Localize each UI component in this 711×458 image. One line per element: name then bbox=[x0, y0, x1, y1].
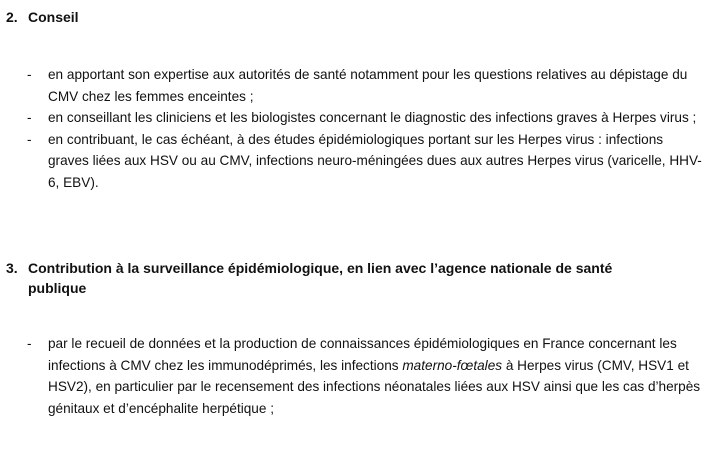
list-item-text: en contribuant, le cas échéant, à des études épidémiologiques portant sur les Herpes virus : infections graves liées aux HSV ou au CMV, infections neuro-méningées dues aux autres Herpes virus (varicelle, HHV-6, EBV). bbox=[48, 131, 702, 190]
section-2-heading bbox=[6, 7, 668, 27]
section-2-number: 2. bbox=[6, 9, 18, 25]
list-dash: - bbox=[27, 336, 32, 351]
list-dash: - bbox=[27, 110, 32, 125]
section-3-number: 3. bbox=[6, 260, 18, 276]
list-item-text: en conseillant les cliniciens et les biologistes concernant le diagnostic des infections graves à Herpes virus ; bbox=[48, 110, 697, 125]
section-3-list bbox=[27, 333, 702, 419]
section-3-heading bbox=[6, 258, 668, 298]
list-item-text-italic: materno-fœtales bbox=[402, 357, 503, 373]
list-item bbox=[27, 107, 702, 129]
section-2-list bbox=[27, 64, 702, 193]
list-item-text-before: par le recueil de données et la production de connaissances épidémiologiques en France concernant les infections à CMV chez les immunodéprimés, les infections bbox=[48, 336, 677, 373]
list-item bbox=[27, 129, 702, 194]
list-dash: - bbox=[27, 131, 32, 147]
list-item-text-after: à Herpes virus (CMV, HSV1 et HSV2), en particulier par le recensement des infections néonatales liées aux HSV ainsi que les cas d’herpès génitaux et d’encéphalite herpétique ; bbox=[48, 357, 701, 416]
list-item-text: en apportant son expertise aux autorités de santé notamment pour les questions relatives au dépistage du CMV chez les femmes enceintes ; bbox=[48, 67, 688, 104]
list-item bbox=[27, 333, 702, 419]
list-item bbox=[27, 64, 702, 107]
section-2-title: Conseil bbox=[28, 9, 79, 25]
list-item-text bbox=[48, 336, 700, 416]
list-dash: - bbox=[27, 67, 32, 82]
section-3-title: Contribution à la surveillance épidémiologique, en lien avec l’agence nationale de santé publique bbox=[28, 260, 613, 296]
